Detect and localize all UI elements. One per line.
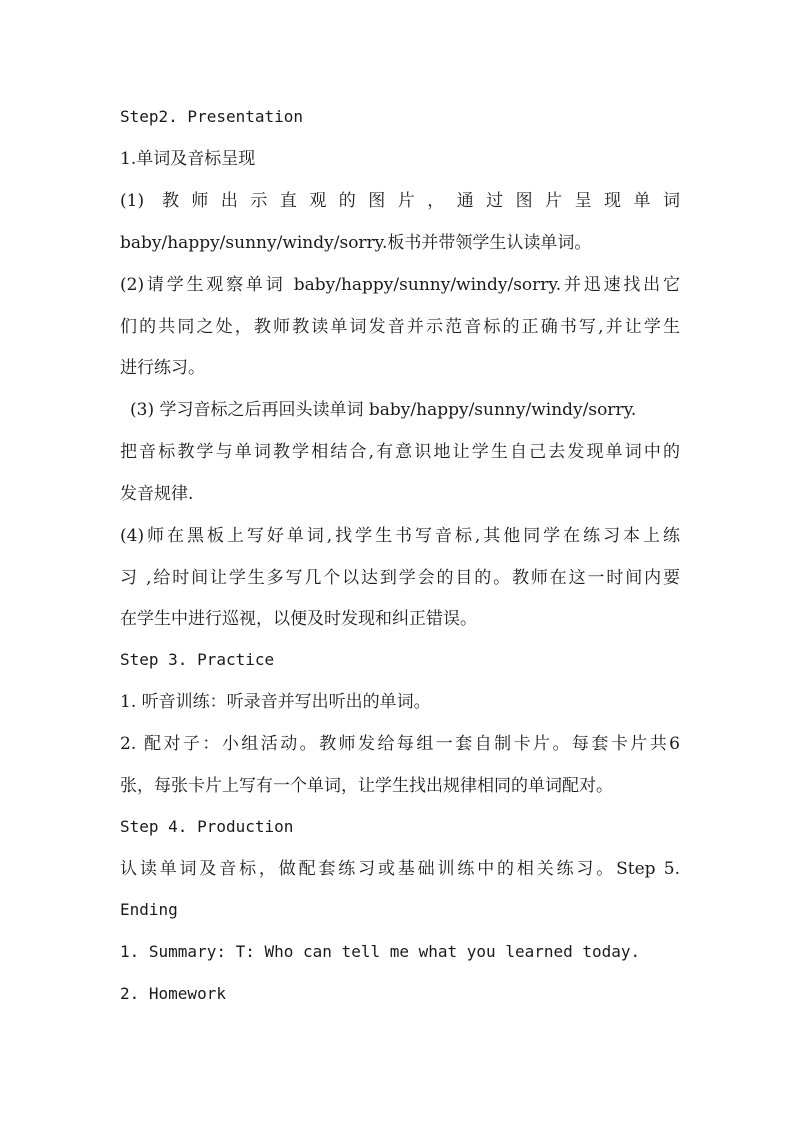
heading-step4: Step 4. Production bbox=[120, 817, 294, 836]
list-item: 1. Summary: T: Who can tell me what you learned today. bbox=[120, 942, 641, 961]
list-item: 2. Homework bbox=[120, 984, 226, 1003]
paragraph-line: 习 ,给时间让学生多写几个以达到学会的目的。教师在这一时间内要 bbox=[120, 568, 680, 588]
subheading-word-phonetics: 1.单词及音标呈现 bbox=[120, 149, 256, 169]
heading-step2: Step2. Presentation bbox=[120, 107, 304, 126]
list-item: 1. 听音训练：听录音并写出听出的单词。 bbox=[120, 692, 431, 712]
paragraph-line: 把音标教学与单词教学相结合,有意识地让学生自己去发现单词中的 bbox=[120, 442, 680, 462]
paragraph-line: (4)师在黑板上写好单词,找学生书写音标,其他同学在练习本上练 bbox=[120, 526, 680, 546]
paragraph-line: (1) 教师出示直观的图片，通过图片呈现单词 bbox=[120, 191, 680, 211]
paragraph-line: baby/happy/sunny/windy/sorry.板书并带领学生认读单词。 bbox=[120, 233, 592, 253]
paragraph-line: 进行练习。 bbox=[120, 358, 205, 378]
paragraph-line: 们的共同之处，教师教读单词发音并示范音标的正确书写,并让学生 bbox=[120, 317, 680, 337]
paragraph-line: 认读单词及音标，做配套练习或基础训练中的相关练习。Step 5. bbox=[120, 859, 680, 879]
heading-step3: Step 3. Practice bbox=[120, 650, 275, 669]
paragraph-line: 发音规律. bbox=[120, 484, 194, 504]
paragraph-line: (2)请学生观察单词 baby/happy/sunny/windy/sorry.并迅速找出它 bbox=[120, 275, 680, 295]
paragraph-line: (3) 学习音标之后再回头读单词 baby/happy/sunny/windy/sorry. bbox=[130, 400, 637, 420]
list-item: 2. 配对子：小组活动。教师发给每组一套自制卡片。每套卡片共6 bbox=[120, 734, 680, 754]
paragraph-line: 张，每张卡片上写有一个单词，让学生找出规律相同的单词配对。 bbox=[120, 776, 613, 796]
heading-step5-continued: Ending bbox=[120, 900, 178, 919]
paragraph-line: 在学生中进行巡视，以便及时发现和纠正错误。 bbox=[120, 609, 477, 629]
